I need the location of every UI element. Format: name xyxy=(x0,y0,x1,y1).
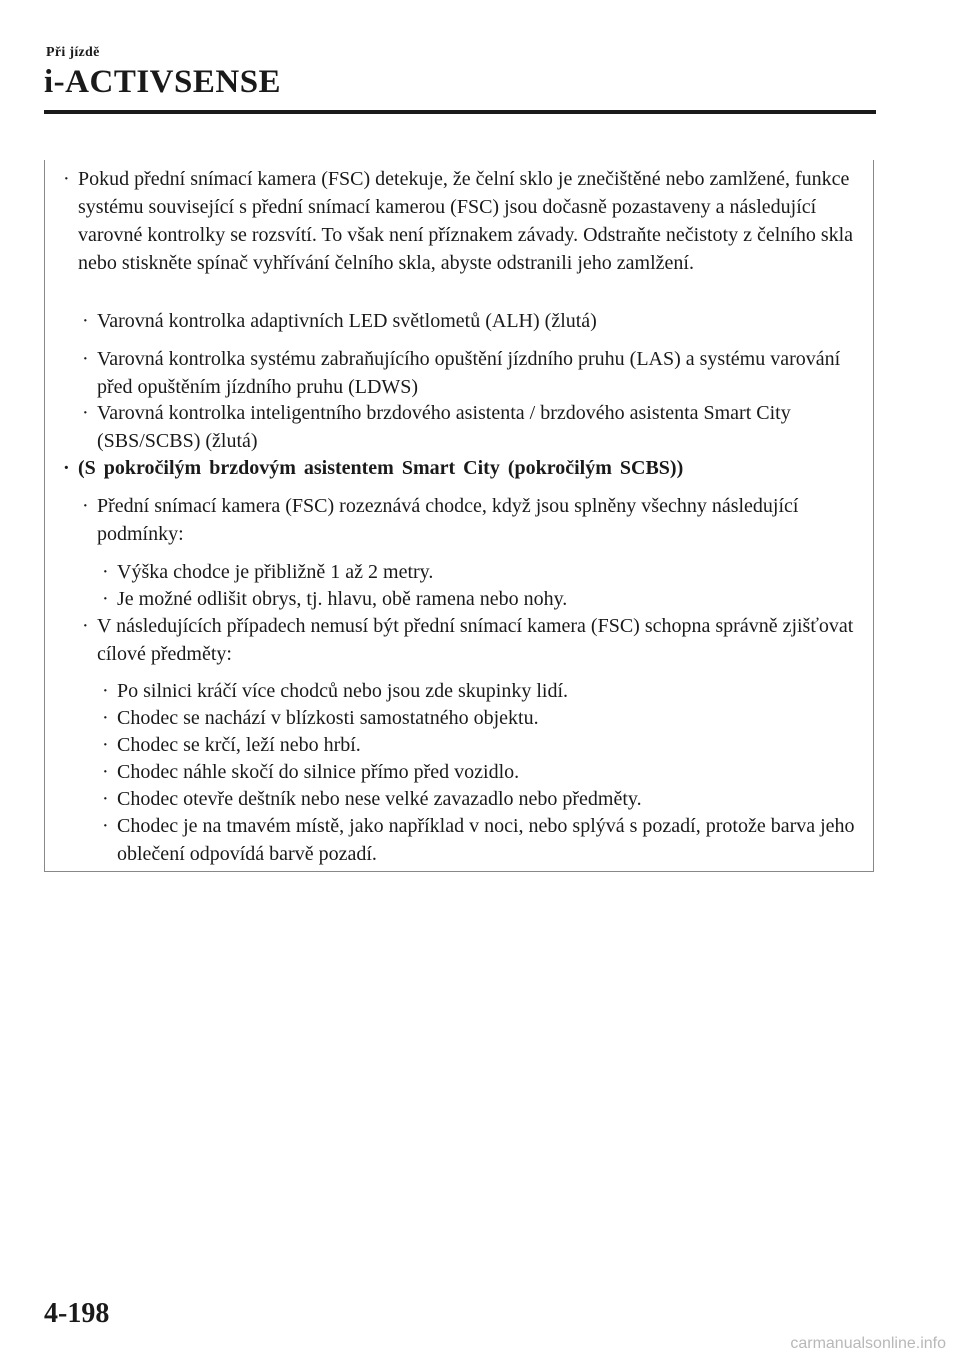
list-item-las-ldws-warning: · Varovná kontrolka systému zabraňujícího opuštění jízdního pruhu (LAS) a systému varování před opuštěním jízdního pruhu (LDWS) xyxy=(97,345,867,401)
bullet-icon: · xyxy=(102,680,109,702)
bullet-icon: · xyxy=(102,561,109,583)
list-item-advanced-scbs-heading: · (S pokročilým brzdovým asistentem Smart City (pokročilým SCBS)) xyxy=(78,454,868,482)
title-rule xyxy=(44,110,876,114)
bullet-icon: · xyxy=(82,402,89,424)
list-item-near-object: · Chodec se nachází v blízkosti samostatného objektu. xyxy=(117,704,867,732)
bullet-icon: · xyxy=(102,788,109,810)
list-item-crouching: · Chodec se krčí, leží nebo hrbí. xyxy=(117,731,867,759)
list-item-alh-warning: · Varovná kontrolka adaptivních LED světlometů (ALH) (žlutá) xyxy=(97,307,867,335)
section-label: Při jízdě xyxy=(46,45,100,60)
bullet-icon: · xyxy=(82,348,89,370)
bullet-icon: · xyxy=(102,815,109,837)
chapter-title: i-ACTIVSENSE xyxy=(44,64,282,100)
list-item-dark-place: · Chodec je na tmavém místě, jako například v noci, nebo splývá s pozadí, protože barva jeho oblečení odpovídá barvě pozadí. xyxy=(117,812,867,868)
list-item-windshield-notice: · Pokud přední snímací kamera (FSC) detekuje, že čelní sklo je znečištěné nebo zamlžené, funkce systému související s přední snímací kamerou (FSC) jsou dočasně pozastaveny a následující varovné kontrolky se rozsvítí. To však není příznakem závady. Odstraňte nečistoty z čelního skla nebo stiskněte spínač vyhřívání čelního skla, abyste odstranili jeho zamlžení. xyxy=(78,165,868,277)
list-item-groups-of-people: · Po silnici kráčí více chodců nebo jsou zde skupinky lidí. xyxy=(117,677,867,705)
bullet-icon: · xyxy=(63,168,70,190)
list-item-sbs-scbs-warning: · Varovná kontrolka inteligentního brzdového asistenta / brzdového asistenta Smart City (SBS/SCBS) (žlutá) xyxy=(97,399,867,455)
page-number: 4-198 xyxy=(44,1298,110,1329)
bullet-icon: · xyxy=(82,310,89,332)
bullet-icon: · xyxy=(63,457,70,479)
list-item-outline-condition: · Je možné odlišit obrys, tj. hlavu, obě ramena nebo nohy. xyxy=(117,585,867,613)
bullet-icon: · xyxy=(102,761,109,783)
list-item-height-condition: · Výška chodce je přibližně 1 až 2 metry. xyxy=(117,558,867,586)
watermark: carmanualsonline.info xyxy=(790,1335,946,1352)
bullet-icon: · xyxy=(102,707,109,729)
list-item-sudden-jump: · Chodec náhle skočí do silnice přímo před vozidlo. xyxy=(117,758,867,786)
bullet-icon: · xyxy=(82,615,89,637)
list-item-pedestrian-conditions: · Přední snímací kamera (FSC) rozeznává chodce, když jsou splněny všechny následující podmínky: xyxy=(97,492,867,548)
bullet-icon: · xyxy=(102,734,109,756)
bullet-icon: · xyxy=(82,495,89,517)
list-item-umbrella-luggage: · Chodec otevře deštník nebo nese velké zavazadlo nebo předměty. xyxy=(117,785,867,813)
bullet-icon: · xyxy=(102,588,109,610)
list-item-detection-limits: · V následujících případech nemusí být přední snímací kamera (FSC) schopna správně zjišťovat cílové předměty: xyxy=(97,612,867,668)
